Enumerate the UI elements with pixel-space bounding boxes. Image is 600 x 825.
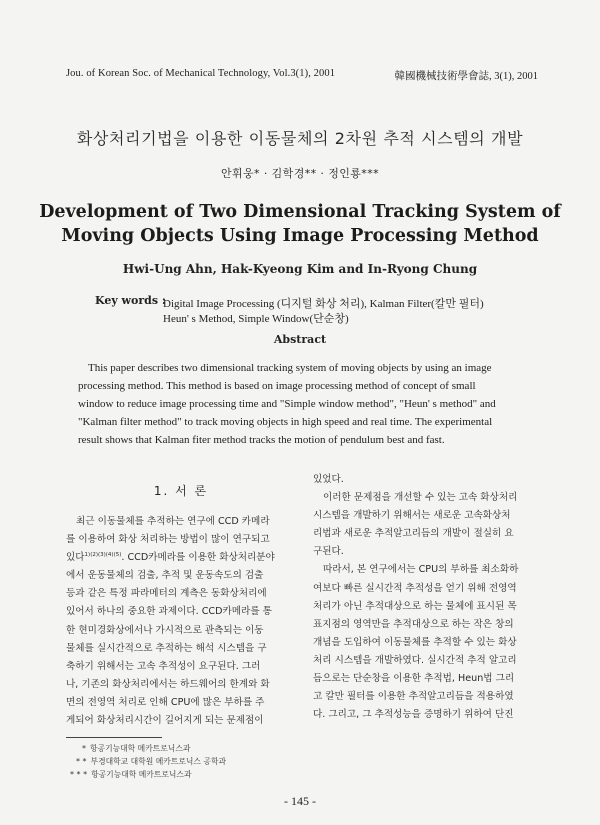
footnote-mark: * * xyxy=(76,757,87,766)
section-heading-introduction: 1. 서 론 xyxy=(153,484,209,498)
body-line: 듬으로는 단순창을 이용한 추적법, Heun법 그리 xyxy=(313,673,515,685)
body-line-tail: . CCD카메라를 이용한 화상처리분야 xyxy=(121,552,275,564)
body-line: 개념을 도입하여 이동물체를 추적할 수 있는 화상 xyxy=(313,636,517,648)
body-line: 나, 기존의 화상처리에서는 하드웨어의 한계와 화 xyxy=(66,678,270,690)
footnote-divider xyxy=(66,737,162,738)
abstract-line: window to reduce image processing time and "Simple window method", "Heun' s method" and xyxy=(78,398,496,410)
abstract-line: This paper describes two dimensional tracking system of moving objects by using an image xyxy=(88,362,492,374)
body-line: 있어서 하나의 중요한 과제이다. CCD카메라를 통 xyxy=(66,606,272,618)
body-line: 구된다. xyxy=(313,546,344,558)
body-line: 이러한 문제점을 개선할 수 있는 고속 화상처리 xyxy=(323,492,518,504)
footnote-text: 항공기능대학 메카트로닉스과 xyxy=(90,744,191,753)
body-column-left xyxy=(66,513,298,730)
keywords-line2: Heun' s Method, Simple Window(단순창) xyxy=(163,313,349,325)
footnote xyxy=(70,768,226,781)
body-line: 를 이용하여 화상 처리하는 방법이 많이 연구되고 xyxy=(66,534,270,546)
footnote-mark: * xyxy=(82,744,86,753)
body-line: 에서 운동물체의 검출, 추적 및 운동속도의 검출 xyxy=(66,570,264,582)
footnote-mark: * * * xyxy=(70,770,88,779)
footnote-text: 항공기능대학 메카트로닉스과 xyxy=(91,770,192,779)
abstract-line: result shows that Kalman fiter method tracks the motion of pendulum best and fast. xyxy=(78,434,445,446)
keywords-line1: Digital Image Processing (디지털 화상 처리), Kalman Filter(칼만 필터) xyxy=(163,298,484,310)
body-line: 따라서, 본 연구에서는 CPU의 부하를 최소화하 xyxy=(323,564,519,576)
body-line: 처리가 아닌 추적대상으로 하는 물체에 표시된 목 xyxy=(313,600,517,612)
body-line: 게되어 화상처리시간이 길어지게 되는 문제점이 xyxy=(66,715,264,727)
page-number: - 145 - xyxy=(284,794,316,808)
body-line: 처리 시스템을 개발하였다. 실시간적 추적 알고리 xyxy=(313,654,517,666)
body-line: 면의 전영역 처리로 인해 CPU에 많은 부하를 주 xyxy=(66,696,265,708)
journal-header-en: Jou. of Korean Soc. of Mechanical Technology, Vol.3(1), 2001 xyxy=(66,68,336,79)
body-line-start: 있다 xyxy=(66,552,85,564)
title-english xyxy=(0,200,600,248)
body-line: 축하기 위해서는 고속 추적성이 요구된다. 그러 xyxy=(66,660,261,672)
body-line: 물체를 실시간적으로 추적하는 해석 시스템을 구 xyxy=(66,642,267,654)
body-line: 시스템을 개발하기 위해서는 새로운 고속화상처 xyxy=(313,510,511,522)
body-line: 다. 그리고, 그 추적성능을 증명하기 위하여 단진 xyxy=(313,709,514,721)
title-english-line1: Development of Two Dimensional Tracking System of xyxy=(39,202,561,222)
body-line: 리법과 새로운 추적알고리듬의 개발이 절실히 요 xyxy=(313,528,514,540)
body-line: 표지점의 영역만을 추적대상으로 하는 작은 창의 xyxy=(313,618,514,630)
body-line: 있었다. xyxy=(313,474,344,485)
body-line-with-citation xyxy=(66,549,298,567)
abstract-line: processing method. This method is based on image processing method of concept of small xyxy=(78,380,476,392)
body-line: 여보다 빠른 실시간적 추적성을 얻기 위해 전영역 xyxy=(313,582,517,594)
citation-refs: 1)(2)(3)(4)(5) xyxy=(84,552,122,558)
footnote xyxy=(70,742,226,755)
title-korean: 화상처리기법을 이용한 이동물체의 2차원 추적 시스템의 개발 xyxy=(76,129,524,148)
keywords-label: Key words : xyxy=(95,294,166,307)
authors-korean: 안휘웅* · 김학경** · 정인룡*** xyxy=(220,167,379,180)
body-column-right xyxy=(313,471,545,724)
journal-header-ko: 韓國機械技術學會誌, 3(1), 2001 xyxy=(394,71,538,82)
body-line: 최근 이동물체를 추적하는 연구에 CCD 카메라 xyxy=(76,516,270,527)
footnote xyxy=(70,755,226,768)
abstract-line: "Kalman filter method" to track moving objects in high speed and real time. The experimental xyxy=(78,416,493,428)
body-line: 등과 같은 특정 파라메터의 계측은 동화상처리에 xyxy=(66,588,267,600)
body-line: 고 칼만 필터를 이용한 추적알고리듬을 적용하였 xyxy=(313,691,514,703)
authors-english: Hwi-Ung Ahn, Hak-Kyeong Kim and In-Ryong Chung xyxy=(122,262,478,276)
abstract-body xyxy=(78,359,528,449)
footnotes xyxy=(70,742,226,781)
body-line: 한 현미경화상에서나 가시적으로 관측되는 이동 xyxy=(66,624,264,636)
title-english-line2: Moving Objects Using Image Processing Method xyxy=(61,226,539,246)
footnote-text: 부경대학교 대학원 메카트로닉스 공학과 xyxy=(90,757,227,766)
abstract-title: Abstract xyxy=(273,333,327,346)
